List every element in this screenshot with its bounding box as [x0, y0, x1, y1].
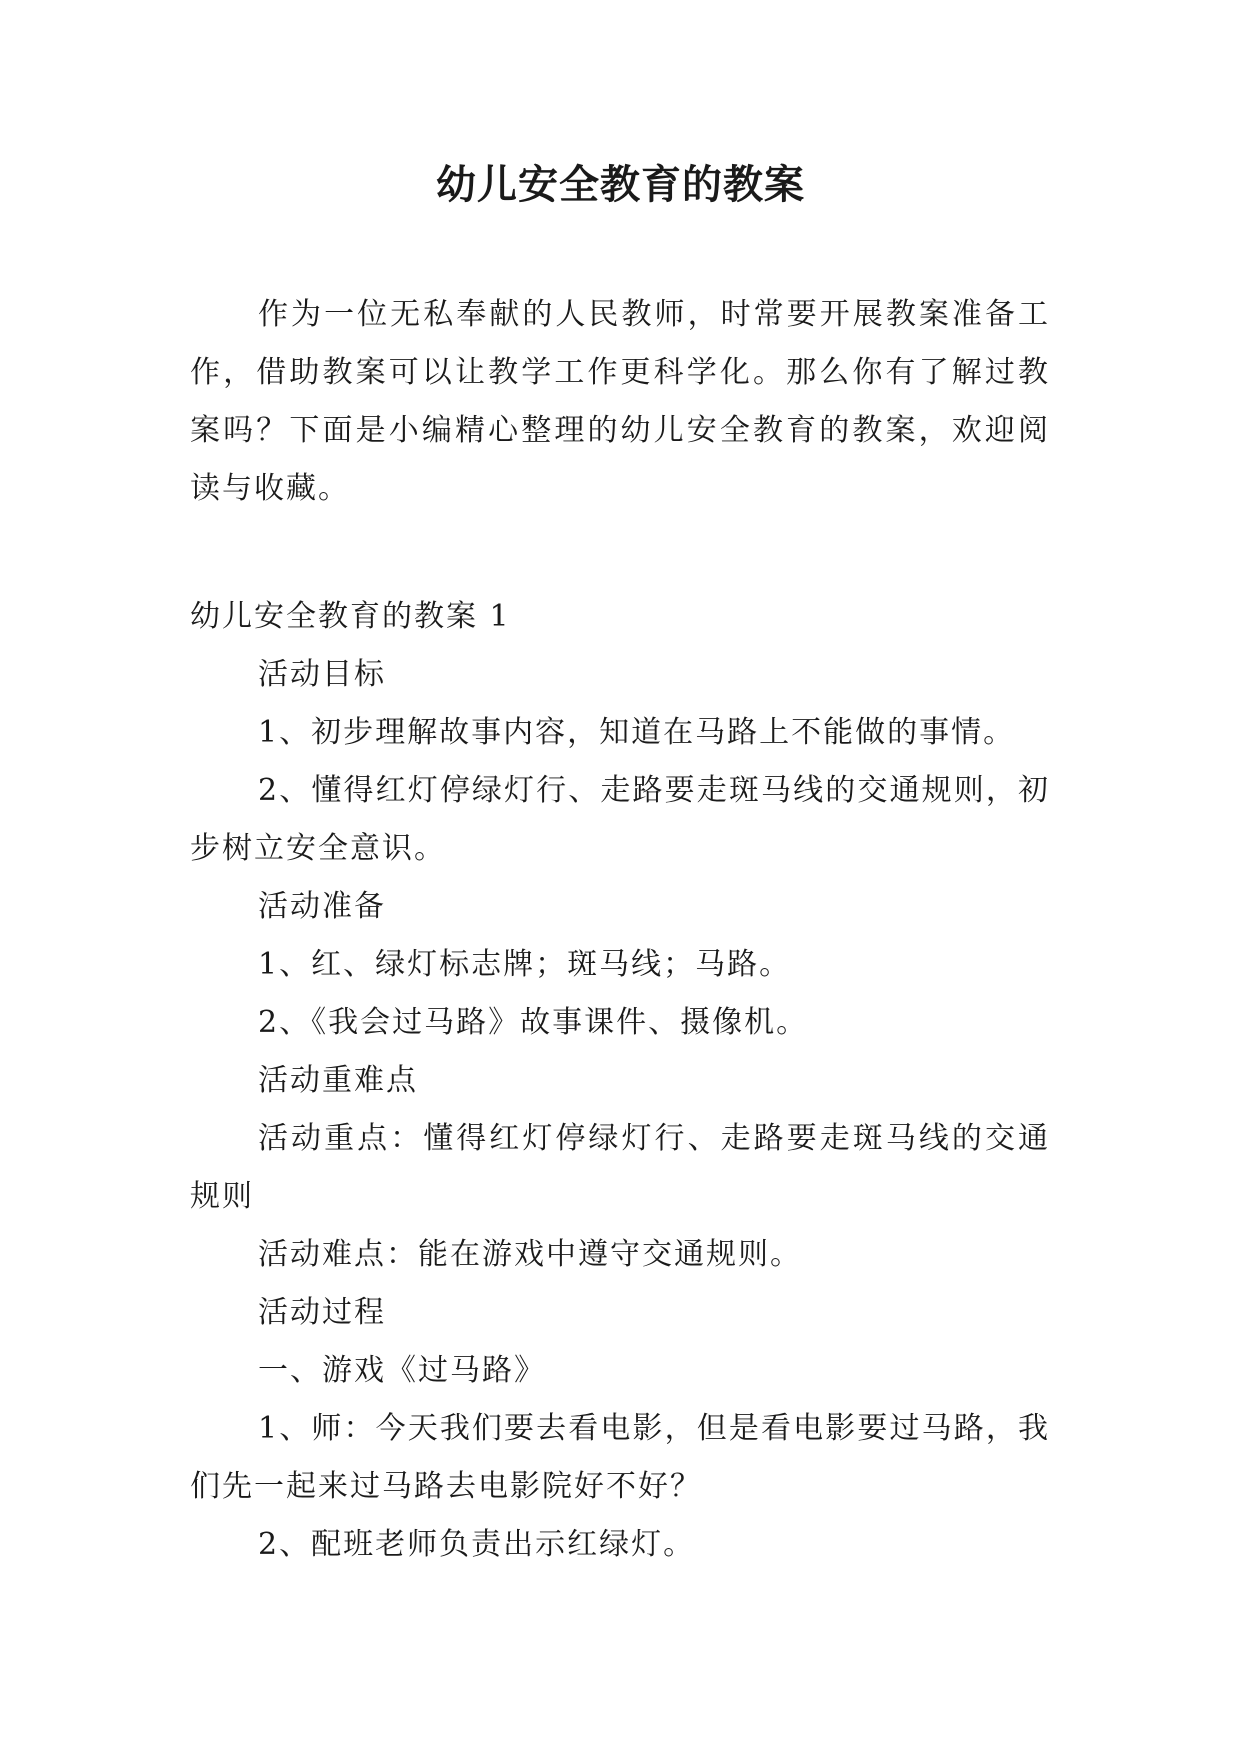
- subheading-activity-preparation: 活动准备: [258, 889, 386, 924]
- body-paragraph: 活动重点：懂得红灯停绿灯行、走路要走斑马线的交通规则: [190, 1121, 1050, 1214]
- body-paragraph: 1、红、绿灯标志牌；斑马线；马路。: [258, 947, 792, 982]
- body-paragraph: 2、《我会过马路》故事课件、摄像机。: [258, 1005, 809, 1040]
- body-paragraph: 2、懂得红灯停绿灯行、走路要走斑马线的交通规则，初步树立安全意识。: [190, 773, 1050, 866]
- body-paragraph: 1、初步理解故事内容，知道在马路上不能做的事情。: [258, 715, 1016, 750]
- subheading-key-points: 活动重难点: [258, 1063, 418, 1098]
- subheading-activity-process: 活动过程: [258, 1295, 386, 1330]
- body-paragraph: 活动难点：能在游戏中遵守交通规则。: [258, 1237, 802, 1272]
- body-paragraph: 一、游戏《过马路》: [258, 1353, 546, 1388]
- intro-paragraph: 作为一位无私奉献的人民教师，时常要开展教案准备工作，借助教案可以让教学工作更科学化。那么你有了解过教案吗？下面是小编精心整理的幼儿安全教育的教案，欢迎阅读与收藏。: [190, 297, 1050, 506]
- document-body: [190, 588, 1050, 1574]
- section-heading: 幼儿安全教育的教案 1: [190, 599, 511, 634]
- subheading-activity-goals: 活动目标: [258, 657, 386, 692]
- document-title: 幼儿安全教育的教案: [436, 162, 805, 208]
- body-paragraph: 1、师：今天我们要去看电影，但是看电影要过马路，我们先一起来过马路去电影院好不好？: [190, 1411, 1050, 1504]
- body-paragraph: 2、配班老师负责出示红绿灯。: [258, 1527, 696, 1562]
